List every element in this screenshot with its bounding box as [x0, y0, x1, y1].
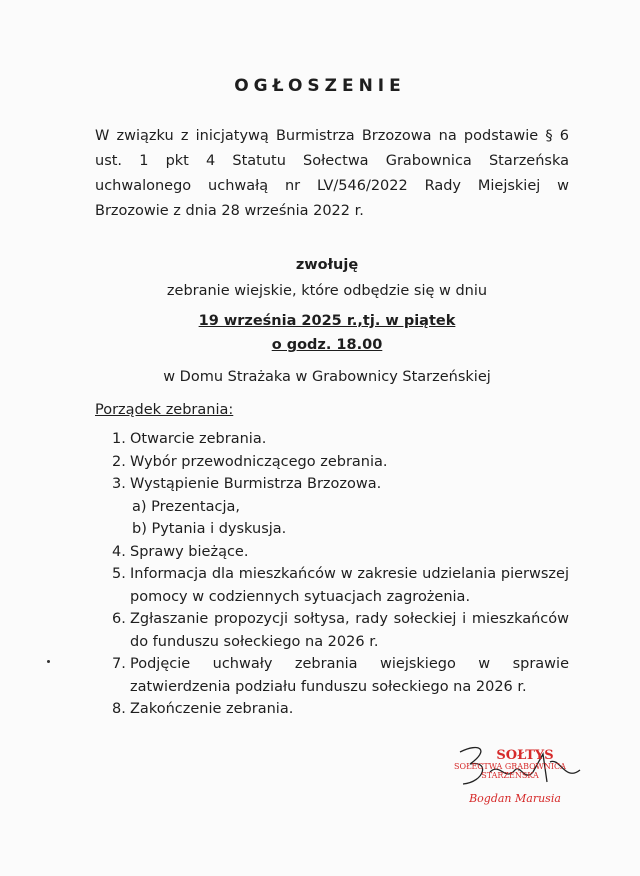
- agenda-item: [112, 608, 569, 653]
- agenda-item: [112, 496, 569, 519]
- agenda-item-number: 5.: [112, 566, 126, 582]
- agenda-item: [112, 451, 569, 474]
- meeting-line: zebranie wiejskie, które odbędzie się w dniu: [166, 283, 488, 299]
- agenda-item: [112, 428, 569, 451]
- agenda-item-number: 1.: [112, 431, 126, 447]
- agenda-item-text: Informacja dla mieszkańców w zakresie udzielania pierwszej pomocy w codziennych sytuacjach zagrożenia.: [130, 566, 569, 605]
- agenda-item-number: 6.: [112, 611, 126, 627]
- convene-text: zwołuję: [295, 257, 359, 273]
- stamp-name: Bogdan Marusia: [469, 792, 561, 805]
- agenda-item-text: Otwarcie zebrania.: [130, 431, 267, 447]
- agenda-item-text: Sprawy bieżące.: [130, 543, 249, 560]
- agenda-item-number: 8.: [112, 701, 126, 717]
- agenda-item-text: Zgłaszanie propozycji sołtysa, rady sołeckiej i mieszkańców do funduszu sołeckiego na 2026 r.: [130, 611, 569, 650]
- agenda-item: [112, 698, 569, 721]
- agenda-item: [112, 541, 569, 564]
- agenda-item-number: 2.: [112, 453, 126, 470]
- agenda-item-text: a) Prezentacja,: [132, 498, 240, 515]
- agenda-item: [112, 563, 569, 608]
- agenda-item-number: 4.: [112, 543, 126, 560]
- intro-paragraph: W związku z inicjatywą Burmistrza Brzozowa na podstawie § 6 ust. 1 pkt 4 Statutu Sołectwa Grabownica Starzeńska uchwalonego uchwałą nr LV/546/2022 Rady Miejskiej w Brzozowie z dnia 28 września 2022 r.: [95, 128, 569, 219]
- agenda-item-text: Podjęcie uchwały zebrania wiejskiego w sprawie zatwierdzenia podziału funduszu sołeckiego na 2026 r.: [130, 656, 569, 695]
- agenda-item: [112, 518, 569, 541]
- agenda-item-text: Wystąpienie Burmistrza Brzozowa.: [130, 476, 382, 492]
- meeting-place: w Domu Strażaka w Grabownicy Starzeńskiej: [163, 369, 491, 385]
- agenda-list: [112, 428, 569, 721]
- agenda-heading: Porządek zebrania:: [95, 402, 234, 418]
- official-stamp: [425, 748, 595, 805]
- agenda-item-number: 3.: [112, 476, 126, 492]
- meeting-date: 19 września 2025 r.,tj. w piątek: [198, 313, 456, 329]
- agenda-item: [112, 653, 569, 698]
- document-title: OGŁOSZENIE: [234, 76, 406, 96]
- stamp-title: SOŁTYS: [496, 748, 554, 763]
- agenda-item-text: Wybór przewodniczącego zebrania.: [130, 453, 388, 470]
- agenda-item-text: b) Pytania i dyskusja.: [132, 521, 287, 537]
- agenda-item-number: 7.: [112, 656, 126, 672]
- agenda-item: [112, 473, 569, 496]
- scan-speck: [47, 660, 50, 663]
- stamp-subtitle: SOŁECTWA GRABOWNICA STARZEŃSKA: [454, 762, 566, 780]
- meeting-time: o godz. 18.00: [271, 337, 383, 353]
- agenda-item-text: Zakończenie zebrania.: [130, 701, 294, 717]
